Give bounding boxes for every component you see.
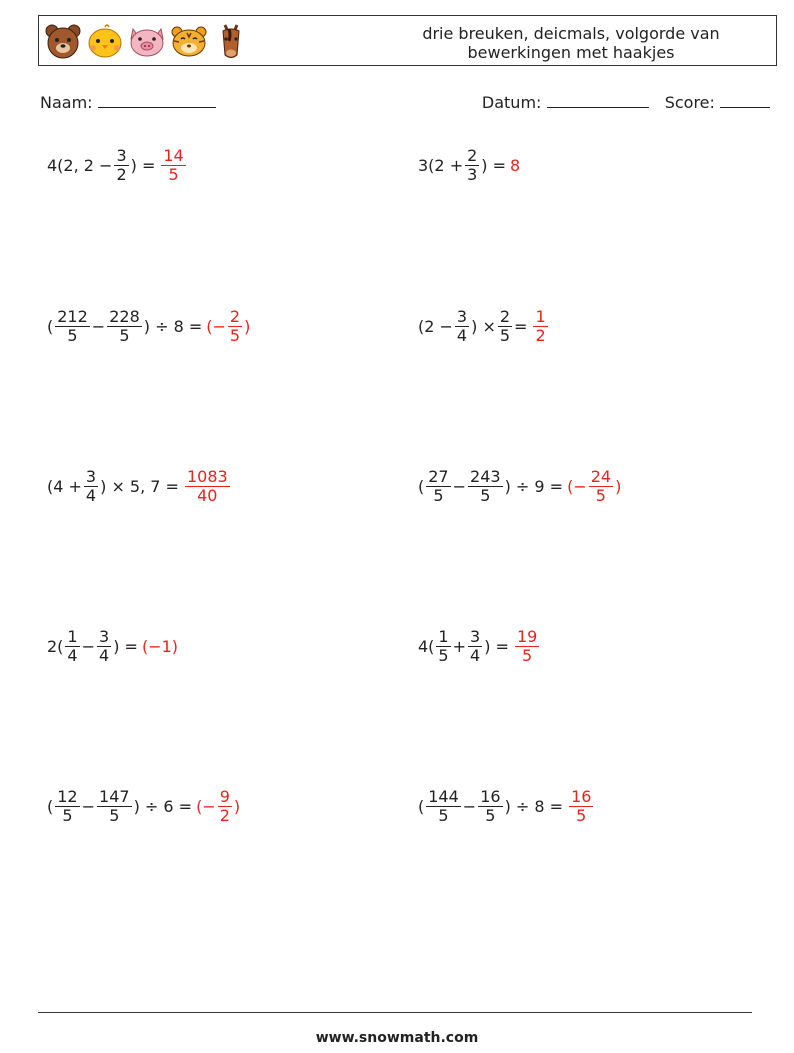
answer: (− $\frac{2}{5}$ ) — [206, 307, 251, 345]
fraction: $\frac{2}{5}$ — [499, 307, 511, 345]
expr-text: ) ÷ 6 = — [133, 797, 193, 816]
problem-7 — [47, 628, 178, 665]
expr-text: ( — [47, 797, 54, 816]
expr-text: ) ÷ 8 = — [504, 797, 564, 816]
expr-text: ) ÷ 8 = — [143, 317, 203, 336]
name-field — [40, 93, 216, 112]
operator: − — [81, 797, 96, 816]
expr-text: ) = — [130, 156, 156, 175]
problem-10 — [418, 788, 595, 825]
expr-text: ) = — [113, 637, 138, 656]
problem-2 — [418, 147, 520, 184]
fraction: $\frac{212}{5}$ — [57, 307, 88, 345]
problem-3 — [47, 308, 250, 345]
title-line-1: drie breuken, deicmals, volgorde van — [422, 24, 720, 43]
expr-text: (4 + — [47, 477, 82, 496]
expr-text: ) × — [471, 317, 496, 336]
title-line-2: bewerkingen met haakjes — [467, 43, 675, 62]
expr-text: (2 − — [418, 317, 453, 336]
answer: $\frac{19}{5}$ — [516, 627, 538, 665]
score-label: Score: — [664, 93, 715, 112]
expr-text: 4( — [418, 637, 435, 656]
fraction: $\frac{12}{5}$ — [57, 787, 78, 825]
date-score-fields — [482, 93, 770, 112]
expr-text: ( — [418, 477, 425, 496]
problem-6 — [418, 468, 621, 505]
answer: 8 — [510, 156, 521, 175]
operator: + — [452, 637, 467, 656]
fraction: $\frac{144}{5}$ — [428, 787, 459, 825]
expr-text: 2( — [47, 637, 64, 656]
problem-5 — [47, 468, 232, 505]
problem-8 — [418, 628, 541, 665]
problem-1 — [47, 147, 188, 184]
animal-icons — [43, 21, 251, 61]
answer: (−1) — [141, 637, 179, 656]
footer-divider — [38, 1012, 752, 1013]
date-blank[interactable] — [547, 93, 649, 108]
worksheet-title — [406, 24, 736, 62]
footer-site[interactable]: www.snowmath.com — [315, 1030, 479, 1046]
answer: $\frac{14}{5}$ — [163, 146, 184, 184]
problem-9 — [47, 788, 240, 825]
fraction: $\frac{16}{5}$ — [480, 787, 501, 825]
operator: − — [452, 477, 467, 496]
expr-text: ) = — [484, 637, 509, 656]
expr-text: ) × 5, 7 = — [100, 477, 179, 496]
fraction: $\frac{1}{4}$ — [67, 627, 78, 665]
date-label: Datum: — [481, 93, 542, 112]
tiger-icon — [169, 21, 209, 61]
fraction: $\frac{228}{5}$ — [109, 307, 140, 345]
expr-text: ) = — [481, 156, 507, 175]
horse-icon — [211, 21, 251, 61]
bear-icon — [43, 21, 83, 61]
fraction: $\frac{3}{4}$ — [456, 307, 468, 345]
expr-text: = — [514, 317, 528, 336]
fraction: $\frac{3}{4}$ — [99, 627, 110, 665]
fraction: $\frac{3}{4}$ — [85, 467, 97, 505]
answer: $\frac{16}{5}$ — [571, 787, 592, 825]
answer: (− $\frac{24}{5}$ ) — [567, 467, 622, 505]
fraction: $\frac{3}{4}$ — [470, 627, 481, 665]
expr-text: 3(2 + — [418, 156, 464, 175]
expr-text: ) ÷ 9 = — [504, 477, 564, 496]
score-blank[interactable] — [720, 93, 770, 108]
answer: (− $\frac{9}{2}$ ) — [196, 787, 241, 825]
answer: $\frac{1}{2}$ — [535, 307, 546, 345]
fraction: $\frac{243}{5}$ — [470, 467, 501, 505]
answer: $\frac{1083}{40}$ — [186, 467, 228, 505]
operator: − — [81, 637, 96, 656]
worksheet-header — [38, 15, 777, 66]
expr-text: ( — [47, 317, 54, 336]
fraction: $\frac{2}{3}$ — [467, 146, 478, 184]
fraction: $\frac{1}{5}$ — [438, 627, 449, 665]
fraction: $\frac{27}{5}$ — [428, 467, 449, 505]
chick-icon — [85, 21, 125, 61]
operator: − — [91, 317, 106, 336]
pig-icon — [127, 21, 167, 61]
operator: − — [462, 797, 477, 816]
expr-text: 4(2, 2 − — [47, 156, 113, 175]
expr-text: ( — [418, 797, 425, 816]
problem-4 — [418, 308, 550, 345]
name-blank[interactable] — [98, 93, 216, 108]
name-label: Naam: — [40, 93, 93, 112]
fraction: $\frac{3}{2}$ — [116, 146, 127, 184]
fraction: $\frac{147}{5}$ — [99, 787, 130, 825]
